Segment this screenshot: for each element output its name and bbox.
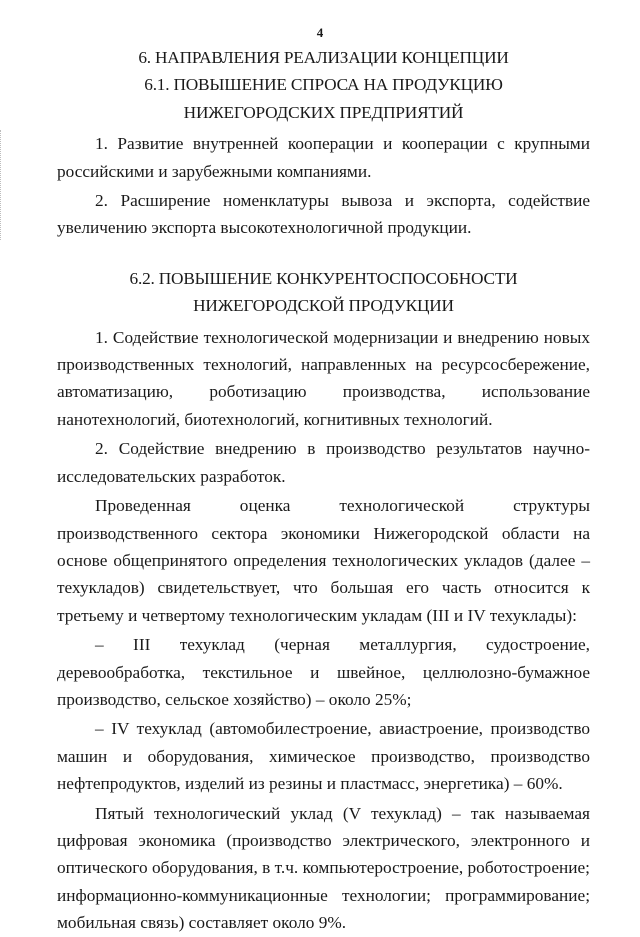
section-heading-block bbox=[57, 44, 590, 126]
list-item-third-techuklad: – III техуклад (черная металлургия, судостроение, деревообработка, текстильное и швейное, целлюлозно-бумажное производство, сельское хозяйство) – около 25%; bbox=[57, 635, 590, 709]
section-title: 6. НАПРАВЛЕНИЯ РЕАЛИЗАЦИИ КОНЦЕПЦИИ bbox=[138, 48, 509, 67]
document-body bbox=[57, 44, 590, 937]
paragraph-export: 2. Расширение номенклатуры вывоза и экспорта, содействие увеличению экспорта высокотехнологичной продукции. bbox=[57, 191, 590, 238]
paragraph-research: 2. Содействие внедрению в производство результатов научно-исследовательских разработок. bbox=[57, 439, 590, 486]
list-item-fourth-techuklad: – IV техуклад (автомобилестроение, авиастроение, производство машин и оборудования, химическое производство, производство нефтепродуктов, изделий из резины и пластмасс, энергетика) – 60%. bbox=[57, 719, 590, 794]
paragraph-assessment: Проведенная оценка технологической структуры производственного сектора экономики Нижегородской области на основе общепринятого определения технологических укладов (далее – техукладов) свидетельствует, что большая его часть относится к третьему и четвертому технологическим укладам (III и IV техуклады): bbox=[57, 496, 590, 625]
paragraph-cooperation: 1. Развитие внутренней кооперации и кооперации с крупными российскими и зарубежными компаниями. bbox=[57, 134, 590, 181]
subsection-2-heading-block bbox=[57, 265, 590, 320]
subsection-2-title-line-1: 6.2. ПОВЫШЕНИЕ КОНКУРЕНТОСПОСОБНОСТИ bbox=[129, 268, 518, 288]
subsection-2-title-line-2: НИЖЕГОРОДСКОЙ ПРОДУКЦИИ bbox=[193, 296, 454, 316]
subsection-1-title-line-2: НИЖЕГОРОДСКИХ ПРЕДПРИЯТИЙ bbox=[183, 102, 464, 122]
scan-margin-marks bbox=[0, 130, 4, 240]
paragraph-modernization: 1. Содействие технологической модернизации и внедрению новых производственных технологий, направленных на ресурсосбережение, автоматизацию, роботизацию производства, использование нанотехнологий, биотехнологий, когнитивных технологий. bbox=[57, 327, 590, 429]
paragraph-fifth-techuklad: Пятый технологический уклад (V техуклад) – так называемая цифровая экономика (производство электрического, электронного и оптического оборудования, в т.ч. компьютеростроение, роботостроение; информационно-коммуникационные технологии; программирование; мобильная связь) составляет около 9%. bbox=[57, 803, 590, 933]
page-number: 4 bbox=[316, 25, 324, 40]
subsection-1-title-line-1: 6.1. ПОВЫШЕНИЕ СПРОСА НА ПРОДУКЦИЮ bbox=[144, 75, 503, 95]
